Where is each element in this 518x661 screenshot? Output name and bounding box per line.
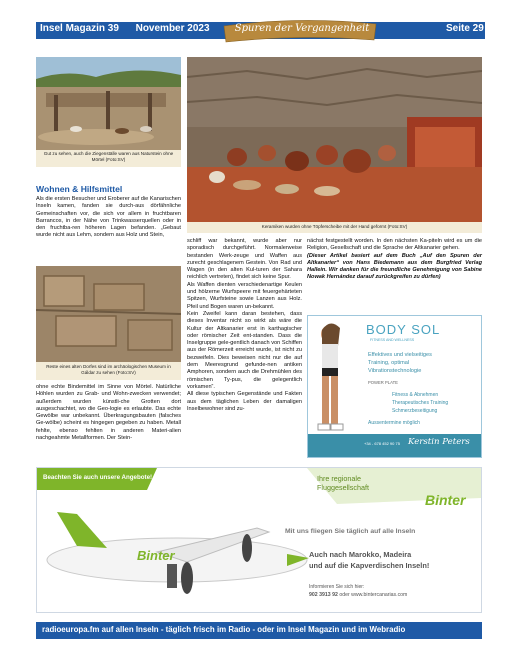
bodysol-brand: BODY SOL (366, 322, 441, 337)
bodysol-powerplate: POWER PLATE (368, 380, 398, 385)
paragraph-4: Als Waffen dienten verschiedenartige Keulen und hölzerne Wurfspeere mit feuergehärteten Spitzen, Wurfsteine sowie Lanzen aus Holz. Pfeil und Bogen waren un-bekannt. (187, 281, 302, 310)
page-number: Seite 29 (446, 23, 484, 34)
paragraph-2: ohne echte Bindemittel im Sinne von Mörtel. Natürliche Höhlen wurden zu Grab- und Wohn-zwecken verwendet; außerdem wurden künstli-che Grotten dort ausgeschachtet, wo die Geo-logie es erlaubte. Das echte Gewölbe war unbekannt. Überkragungsbauten (falsches Ge-wölbe) scheint es hingegen gegeben zu haben. Metall fehlte, ebenso fehlten in anderen Materi-alien nachgeahmte Metallformen. Der Stein- (36, 384, 181, 442)
bodysol-line-3: Vibrationstechnologie (368, 368, 422, 374)
binter-web[interactable]: www.bintercanarias.com (351, 592, 408, 598)
bodysol-name: Kerstin Peters (408, 437, 470, 447)
bodysol-bullet-2: Therapeutisches Training (392, 400, 449, 406)
binter-line-1: Mit uns fliegen Sie täglich auf alle Inseln (285, 528, 416, 535)
binter-plane-logo: Binter (137, 548, 175, 563)
footer-radio-link[interactable]: radioeuropa.fm auf allen Inseln - täglich frisch im Radio - oder im Insel Magazin und im Webradio (42, 625, 406, 634)
paragraph-8: (Dieser Artikel basiert auf dem Buch „Auf den Spuren der Altkanarier“ von Hans Biedemann aus dem Burgfried Verlag Hallein. Wir danken für die freundliche Genehmigung von Sabine Nowak Hernández darauf zurückgreifen zu dürfen) (307, 252, 482, 281)
column-right (307, 238, 482, 282)
binter-info: Informieren Sie sich hier: (309, 584, 365, 590)
bodysol-tagline: FITNESS AND WELLNESS (370, 338, 415, 342)
photo-pottery (187, 57, 482, 233)
binter-headline-2: Fluggesellschaft (317, 483, 369, 492)
binter-line-2: Auch nach Marokko, Madeira (309, 550, 412, 559)
paragraph-1: Als die ersten Besucher und Eroberer auf die Kanarischen Inseln kamen, fanden sie durch-aus dörfähnliche Gemeinschaften vor, die sich vor allem in fruchtbaren Barrancos, in der Nähe von Trinkwasserquellen oder in den fruchtba-ren höheren Lagen befanden. „Gebaut wurde nicht aus Lehm, sondern aus Holz und Stein, (36, 196, 181, 239)
binter-banner: Beachten Sie auch unsere Angebote! (43, 474, 153, 481)
binter-line-3: und auf die Kapverdischen Inseln! (309, 561, 430, 570)
binter-web-prefix: oder (339, 592, 350, 598)
binter-logo-text: Binter (425, 492, 466, 508)
column-left-top (36, 184, 181, 240)
caption-goat-stables: Gut zu sehen, auch die Ziegenställe waren aus Naturstein ohne Mörtel (Foto:SV) (43, 151, 174, 162)
photo-village (36, 266, 181, 380)
binter-contact (309, 592, 407, 598)
bodysol-line-1: Effektives und vielseitiges (368, 352, 432, 358)
issue-date: November 2023 (135, 23, 210, 34)
bodysol-bullet-1: Fitness & Abnehmen (392, 392, 439, 398)
header-magazine-date (40, 23, 210, 34)
binter-airplane-illustration (37, 468, 481, 612)
magazine-name: Insel Magazin 39 (40, 23, 119, 34)
article-subheading: Wohnen & Hilfsmittel (36, 184, 123, 194)
column-middle (187, 238, 302, 413)
caption-pottery: Keramiken wurden ohne Töpferscheibe mit der Hand geformt (Foto:SV) (261, 224, 408, 229)
paragraph-6: All diese typischen Gegenstände und Fakten aus dem täglichen Leben der damaligen Inselbewohner sind zu- (187, 391, 302, 412)
binter-phone: 902 3913 92 (309, 592, 338, 598)
column-left-bottom (36, 384, 181, 442)
binter-headline-1: Ihre regionale (317, 474, 361, 483)
photo-goat-stables (36, 57, 181, 167)
bodysol-line-2: Training, optimal (368, 360, 410, 366)
bodysol-outdoor: Aussentermine möglich (368, 420, 420, 426)
village-image (36, 266, 181, 380)
ad-binter[interactable] (36, 467, 482, 613)
bodysol-phone: +34 - 678 452 90 75 (364, 441, 400, 446)
ad-bodysol[interactable] (307, 315, 482, 458)
pottery-image (187, 57, 482, 233)
paragraph-5: Kein Zweifel kann daran bestehen, dass dieses Inventar nicht so wirkt als wäre die Kultur der Altkanarier erst in karthagischer oder römischer Zeit ent-standen. Dass die Inselgruppe gele-gentlich danach von Schiffen aus der Römerzeit erreicht wurde, ist nicht zu bezweifeln. Dies beweisen nicht nur die auf dem Meeresgrund gefunde-nen antiken Amphoren, sondern auch die Drehmühlen des römischen Ty-pus, die gelegentlich vorkamen“. (187, 310, 302, 390)
paragraph-3: schliff war bekannt, wurde aber nur sporadisch durchgeführt. Normalerweise bestanden Werk-zeuge und Waffen aus zurecht geschlagenem Gestein. Von Rad und Wagen (in den alten Kul-turen der Sahara reichlich vertreten), findet sich keine Spur. (187, 238, 302, 281)
bodysol-bullet-3: Schmerzbeseitigung (392, 408, 438, 414)
paragraph-7: nächst festgestellt worden. In den nächsten Ka-piteln wird es um die Religion, Gesellschaft und die Sprache der Altkanarier gehen. (307, 238, 482, 252)
caption-village: Reste eines alten Dorfes sind im archäologischen Museum in Gáldar zu sehen (Foto:SV) (46, 364, 171, 375)
section-title: Spuren der Vergangenheit (234, 23, 370, 34)
